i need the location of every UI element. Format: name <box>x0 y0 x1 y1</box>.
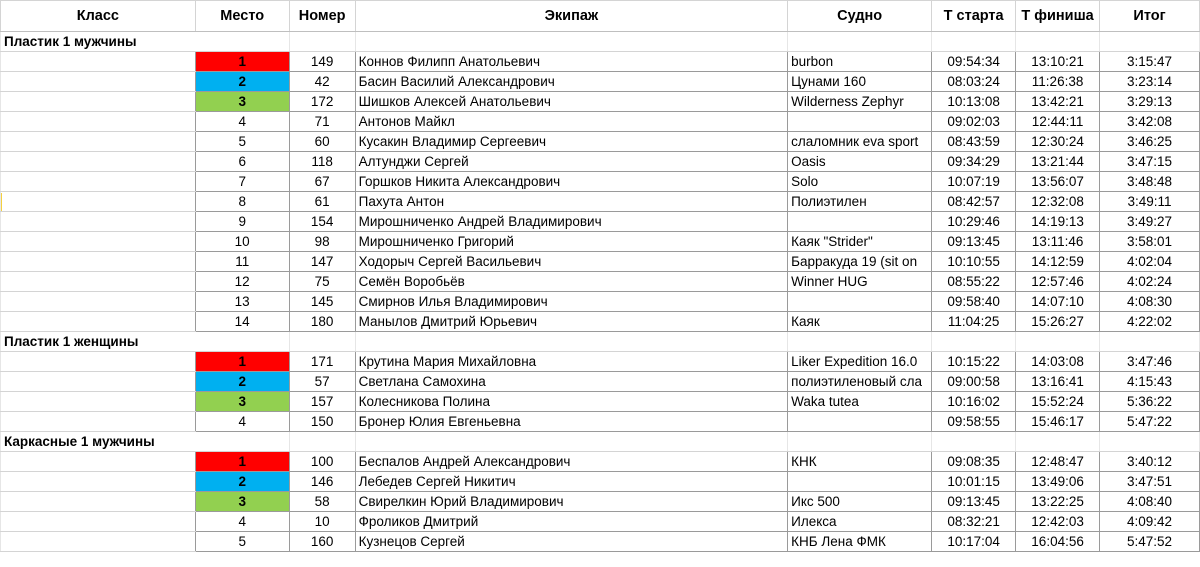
total-cell[interactable]: 4:02:04 <box>1100 252 1200 272</box>
total-cell[interactable]: 3:58:01 <box>1100 232 1200 252</box>
group-name[interactable]: Пластик 1 мужчины <box>1 32 290 52</box>
result-row <box>1 212 1200 232</box>
boat-cell[interactable]: Полиэтилен <box>788 192 932 212</box>
number-cell[interactable]: 149 <box>289 52 355 72</box>
crew-cell[interactable]: Мирошниченко Григорий <box>355 232 788 252</box>
empty-cell[interactable] <box>1100 332 1200 352</box>
total-cell[interactable]: 3:47:15 <box>1100 152 1200 172</box>
start-cell[interactable]: 09:34:29 <box>932 152 1016 172</box>
result-row <box>1 232 1200 252</box>
finish-cell[interactable]: 12:57:46 <box>1016 272 1100 292</box>
crew-cell[interactable]: Кузнецов Сергей <box>355 532 788 552</box>
place-cell[interactable]: 1 <box>195 352 289 372</box>
header-boat[interactable]: Судно <box>788 1 932 32</box>
crew-cell[interactable]: Фроликов Дмитрий <box>355 512 788 532</box>
total-cell[interactable]: 3:49:11 <box>1100 192 1200 212</box>
empty-cell[interactable] <box>289 32 355 52</box>
number-cell[interactable]: 58 <box>289 492 355 512</box>
number-cell[interactable]: 171 <box>289 352 355 372</box>
crew-cell[interactable]: Свирелкин Юрий Владимирович <box>355 492 788 512</box>
result-row <box>1 72 1200 92</box>
crew-cell[interactable]: Антонов Майкл <box>355 112 788 132</box>
crew-cell[interactable]: Лебедев Сергей Никитич <box>355 472 788 492</box>
class-cell[interactable] <box>1 172 196 192</box>
start-cell[interactable]: 09:00:58 <box>932 372 1016 392</box>
empty-cell[interactable] <box>289 432 355 452</box>
start-cell[interactable]: 08:42:57 <box>932 192 1016 212</box>
crew-cell[interactable]: Манылов Дмитрий Юрьевич <box>355 312 788 332</box>
class-cell[interactable] <box>1 192 196 212</box>
empty-cell[interactable] <box>788 332 932 352</box>
boat-cell[interactable]: Liker Expedition 16.0 <box>788 352 932 372</box>
crew-cell[interactable]: Коннов Филипп Анатольевич <box>355 52 788 72</box>
start-cell[interactable]: 08:43:59 <box>932 132 1016 152</box>
finish-cell[interactable]: 15:26:27 <box>1016 312 1100 332</box>
boat-cell[interactable]: Waka tutea <box>788 392 932 412</box>
finish-cell[interactable]: 13:16:41 <box>1016 372 1100 392</box>
class-cell[interactable] <box>1 92 196 112</box>
place-cell[interactable]: 4 <box>195 512 289 532</box>
header-row <box>1 1 1200 32</box>
total-cell[interactable]: 3:15:47 <box>1100 52 1200 72</box>
result-row <box>1 192 1200 212</box>
class-cell[interactable] <box>1 52 196 72</box>
empty-cell[interactable] <box>788 32 932 52</box>
header-class[interactable]: Класс <box>1 1 196 32</box>
empty-cell[interactable] <box>355 332 788 352</box>
place-cell[interactable]: 3 <box>195 392 289 412</box>
result-row <box>1 492 1200 512</box>
boat-cell[interactable]: слаломник eva sport <box>788 132 932 152</box>
number-cell[interactable]: 154 <box>289 212 355 232</box>
crew-cell[interactable]: Пахута Антон <box>355 192 788 212</box>
header-start[interactable]: Т старта <box>932 1 1016 32</box>
result-row <box>1 392 1200 412</box>
header-crew[interactable]: Экипаж <box>355 1 788 32</box>
number-cell[interactable]: 57 <box>289 372 355 392</box>
total-cell[interactable]: 3:49:27 <box>1100 212 1200 232</box>
empty-cell[interactable] <box>355 32 788 52</box>
total-cell[interactable]: 4:22:02 <box>1100 312 1200 332</box>
crew-cell[interactable]: Шишков Алексей Анатольевич <box>355 92 788 112</box>
place-cell[interactable]: 13 <box>195 292 289 312</box>
result-row <box>1 272 1200 292</box>
total-cell[interactable]: 4:09:42 <box>1100 512 1200 532</box>
start-cell[interactable]: 08:55:22 <box>932 272 1016 292</box>
header-total[interactable]: Итог <box>1100 1 1200 32</box>
class-cell[interactable] <box>1 532 196 552</box>
result-row <box>1 532 1200 552</box>
number-cell[interactable]: 60 <box>289 132 355 152</box>
place-cell[interactable]: 12 <box>195 272 289 292</box>
place-cell[interactable]: 5 <box>195 532 289 552</box>
start-cell[interactable]: 09:54:34 <box>932 52 1016 72</box>
finish-cell[interactable]: 13:42:21 <box>1016 92 1100 112</box>
place-cell[interactable]: 5 <box>195 132 289 152</box>
total-cell[interactable]: 4:08:30 <box>1100 292 1200 312</box>
boat-cell[interactable]: Каяк "Strider" <box>788 232 932 252</box>
total-cell[interactable]: 3:48:48 <box>1100 172 1200 192</box>
boat-cell[interactable] <box>788 472 932 492</box>
total-cell[interactable]: 4:08:40 <box>1100 492 1200 512</box>
start-cell[interactable]: 11:04:25 <box>932 312 1016 332</box>
number-cell[interactable]: 100 <box>289 452 355 472</box>
finish-cell[interactable]: 14:12:59 <box>1016 252 1100 272</box>
start-cell[interactable]: 09:58:55 <box>932 412 1016 432</box>
total-cell[interactable]: 5:47:22 <box>1100 412 1200 432</box>
total-cell[interactable]: 3:47:51 <box>1100 472 1200 492</box>
crew-cell[interactable]: Семён Воробьёв <box>355 272 788 292</box>
number-cell[interactable]: 145 <box>289 292 355 312</box>
finish-cell[interactable]: 14:03:08 <box>1016 352 1100 372</box>
number-cell[interactable]: 180 <box>289 312 355 332</box>
group-row <box>1 332 1200 352</box>
place-cell[interactable]: 14 <box>195 312 289 332</box>
class-cell[interactable] <box>1 412 196 432</box>
finish-cell[interactable]: 11:26:38 <box>1016 72 1100 92</box>
boat-cell[interactable]: Oasis <box>788 152 932 172</box>
boat-cell[interactable]: полиэтиленовый сла <box>788 372 932 392</box>
finish-cell[interactable]: 13:11:46 <box>1016 232 1100 252</box>
start-cell[interactable]: 10:01:15 <box>932 472 1016 492</box>
place-cell[interactable]: 8 <box>195 192 289 212</box>
result-row <box>1 372 1200 392</box>
total-cell[interactable]: 4:02:24 <box>1100 272 1200 292</box>
total-cell[interactable]: 3:23:14 <box>1100 72 1200 92</box>
number-cell[interactable]: 157 <box>289 392 355 412</box>
start-cell[interactable]: 08:03:24 <box>932 72 1016 92</box>
class-cell[interactable] <box>1 492 196 512</box>
total-cell[interactable]: 4:15:43 <box>1100 372 1200 392</box>
place-cell[interactable]: 7 <box>195 172 289 192</box>
start-cell[interactable]: 10:13:08 <box>932 92 1016 112</box>
finish-cell[interactable]: 13:22:25 <box>1016 492 1100 512</box>
finish-cell[interactable]: 12:30:24 <box>1016 132 1100 152</box>
start-cell[interactable]: 10:16:02 <box>932 392 1016 412</box>
result-row <box>1 152 1200 172</box>
place-cell[interactable]: 2 <box>195 472 289 492</box>
start-cell[interactable]: 09:13:45 <box>932 492 1016 512</box>
class-cell[interactable] <box>1 392 196 412</box>
header-number[interactable]: Номер <box>289 1 355 32</box>
empty-cell[interactable] <box>932 32 1016 52</box>
finish-cell[interactable]: 14:07:10 <box>1016 292 1100 312</box>
header-place[interactable]: Место <box>195 1 289 32</box>
number-cell[interactable]: 147 <box>289 252 355 272</box>
place-cell[interactable]: 4 <box>195 112 289 132</box>
start-cell[interactable]: 09:58:40 <box>932 292 1016 312</box>
total-cell[interactable]: 5:36:22 <box>1100 392 1200 412</box>
result-row <box>1 252 1200 272</box>
result-row <box>1 52 1200 72</box>
number-cell[interactable]: 61 <box>289 192 355 212</box>
boat-cell[interactable]: КНК <box>788 452 932 472</box>
class-cell[interactable] <box>1 252 196 272</box>
empty-cell[interactable] <box>932 332 1016 352</box>
class-cell[interactable] <box>1 312 196 332</box>
boat-cell[interactable]: Winner HUG <box>788 272 932 292</box>
class-cell[interactable] <box>1 372 196 392</box>
finish-cell[interactable]: 15:52:24 <box>1016 392 1100 412</box>
start-cell[interactable]: 08:32:21 <box>932 512 1016 532</box>
empty-cell[interactable] <box>1100 432 1200 452</box>
crew-cell[interactable]: Горшков Никита Александрович <box>355 172 788 192</box>
boat-cell[interactable]: КНБ Лена ФМК <box>788 532 932 552</box>
finish-cell[interactable]: 14:19:13 <box>1016 212 1100 232</box>
class-cell[interactable] <box>1 512 196 532</box>
number-cell[interactable]: 10 <box>289 512 355 532</box>
boat-cell[interactable]: burbon <box>788 52 932 72</box>
total-cell[interactable]: 3:40:12 <box>1100 452 1200 472</box>
finish-cell[interactable]: 13:10:21 <box>1016 52 1100 72</box>
boat-cell[interactable]: Wilderness Zephyr <box>788 92 932 112</box>
place-cell[interactable]: 1 <box>195 52 289 72</box>
crew-cell[interactable]: Мирошниченко Андрей Владимирович <box>355 212 788 232</box>
crew-cell[interactable]: Алтунджи Сергей <box>355 152 788 172</box>
start-cell[interactable]: 09:08:35 <box>932 452 1016 472</box>
number-cell[interactable]: 71 <box>289 112 355 132</box>
boat-cell[interactable]: Solo <box>788 172 932 192</box>
finish-cell[interactable]: 13:56:07 <box>1016 172 1100 192</box>
crew-cell[interactable]: Смирнов Илья Владимирович <box>355 292 788 312</box>
crew-cell[interactable]: Колесникова Полина <box>355 392 788 412</box>
number-cell[interactable]: 118 <box>289 152 355 172</box>
result-row <box>1 292 1200 312</box>
boat-cell[interactable]: Каяк <box>788 312 932 332</box>
empty-cell[interactable] <box>289 332 355 352</box>
class-cell[interactable] <box>1 212 196 232</box>
number-cell[interactable]: 67 <box>289 172 355 192</box>
empty-cell[interactable] <box>1100 32 1200 52</box>
empty-cell[interactable] <box>1016 332 1100 352</box>
place-cell[interactable]: 4 <box>195 412 289 432</box>
group-name[interactable]: Каркасные 1 мужчины <box>1 432 290 452</box>
start-cell[interactable]: 10:15:22 <box>932 352 1016 372</box>
finish-cell[interactable]: 13:21:44 <box>1016 152 1100 172</box>
place-cell[interactable]: 6 <box>195 152 289 172</box>
result-row <box>1 512 1200 532</box>
place-cell[interactable]: 1 <box>195 452 289 472</box>
finish-cell[interactable]: 12:32:08 <box>1016 192 1100 212</box>
finish-cell[interactable]: 16:04:56 <box>1016 532 1100 552</box>
result-row <box>1 132 1200 152</box>
place-cell[interactable]: 2 <box>195 72 289 92</box>
empty-cell[interactable] <box>1016 32 1100 52</box>
boat-cell[interactable]: Илекса <box>788 512 932 532</box>
result-row <box>1 112 1200 132</box>
class-cell[interactable] <box>1 132 196 152</box>
class-cell[interactable] <box>1 472 196 492</box>
class-cell[interactable] <box>1 72 196 92</box>
boat-cell[interactable]: Цунами 160 <box>788 72 932 92</box>
place-cell[interactable]: 10 <box>195 232 289 252</box>
empty-cell[interactable] <box>355 432 788 452</box>
start-cell[interactable]: 10:17:04 <box>932 532 1016 552</box>
empty-cell[interactable] <box>788 432 932 452</box>
number-cell[interactable]: 150 <box>289 412 355 432</box>
crew-cell[interactable]: Ходорыч Сергей Васильевич <box>355 252 788 272</box>
place-cell[interactable]: 2 <box>195 372 289 392</box>
finish-cell[interactable]: 13:49:06 <box>1016 472 1100 492</box>
boat-cell[interactable] <box>788 292 932 312</box>
place-cell[interactable]: 3 <box>195 92 289 112</box>
crew-cell[interactable]: Бронер Юлия Евгеньевна <box>355 412 788 432</box>
class-cell[interactable] <box>1 292 196 312</box>
finish-cell[interactable]: 12:42:03 <box>1016 512 1100 532</box>
result-row <box>1 312 1200 332</box>
crew-cell[interactable]: Светлана Самохина <box>355 372 788 392</box>
start-cell[interactable]: 09:13:45 <box>932 232 1016 252</box>
total-cell[interactable]: 3:42:08 <box>1100 112 1200 132</box>
place-cell[interactable]: 11 <box>195 252 289 272</box>
class-cell[interactable] <box>1 232 196 252</box>
result-row <box>1 352 1200 372</box>
number-cell[interactable]: 146 <box>289 472 355 492</box>
result-row <box>1 172 1200 192</box>
place-cell[interactable]: 9 <box>195 212 289 232</box>
start-cell[interactable]: 10:07:19 <box>932 172 1016 192</box>
total-cell[interactable]: 3:29:13 <box>1100 92 1200 112</box>
number-cell[interactable]: 42 <box>289 72 355 92</box>
boat-cell[interactable] <box>788 112 932 132</box>
group-row <box>1 432 1200 452</box>
crew-cell[interactable]: Кусакин Владимир Сергеевич <box>355 132 788 152</box>
class-cell[interactable] <box>1 452 196 472</box>
class-cell[interactable] <box>1 272 196 292</box>
total-cell[interactable]: 5:47:52 <box>1100 532 1200 552</box>
start-cell[interactable]: 10:29:46 <box>932 212 1016 232</box>
class-cell[interactable] <box>1 352 196 372</box>
finish-cell[interactable]: 15:46:17 <box>1016 412 1100 432</box>
place-cell[interactable]: 3 <box>195 492 289 512</box>
finish-cell[interactable]: 12:44:11 <box>1016 112 1100 132</box>
number-cell[interactable]: 75 <box>289 272 355 292</box>
class-cell[interactable] <box>1 112 196 132</box>
crew-cell[interactable]: Басин Василий Александрович <box>355 72 788 92</box>
number-cell[interactable]: 160 <box>289 532 355 552</box>
boat-cell[interactable]: Барракуда 19 (sit on <box>788 252 932 272</box>
total-cell[interactable]: 3:46:25 <box>1100 132 1200 152</box>
start-cell[interactable]: 09:02:03 <box>932 112 1016 132</box>
result-row <box>1 472 1200 492</box>
total-cell[interactable]: 3:47:46 <box>1100 352 1200 372</box>
finish-cell[interactable]: 12:48:47 <box>1016 452 1100 472</box>
empty-cell[interactable] <box>1016 432 1100 452</box>
number-cell[interactable]: 172 <box>289 92 355 112</box>
start-cell[interactable]: 10:10:55 <box>932 252 1016 272</box>
crew-cell[interactable]: Крутина Мария Михайловна <box>355 352 788 372</box>
result-row <box>1 412 1200 432</box>
number-cell[interactable]: 98 <box>289 232 355 252</box>
header-finish[interactable]: Т финиша <box>1016 1 1100 32</box>
boat-cell[interactable] <box>788 212 932 232</box>
crew-cell[interactable]: Беспалов Андрей Александрович <box>355 452 788 472</box>
result-row <box>1 452 1200 472</box>
group-name[interactable]: Пластик 1 женщины <box>1 332 290 352</box>
group-row <box>1 32 1200 52</box>
boat-cell[interactable] <box>788 412 932 432</box>
empty-cell[interactable] <box>932 432 1016 452</box>
class-cell[interactable] <box>1 152 196 172</box>
boat-cell[interactable]: Икс 500 <box>788 492 932 512</box>
result-row <box>1 92 1200 112</box>
